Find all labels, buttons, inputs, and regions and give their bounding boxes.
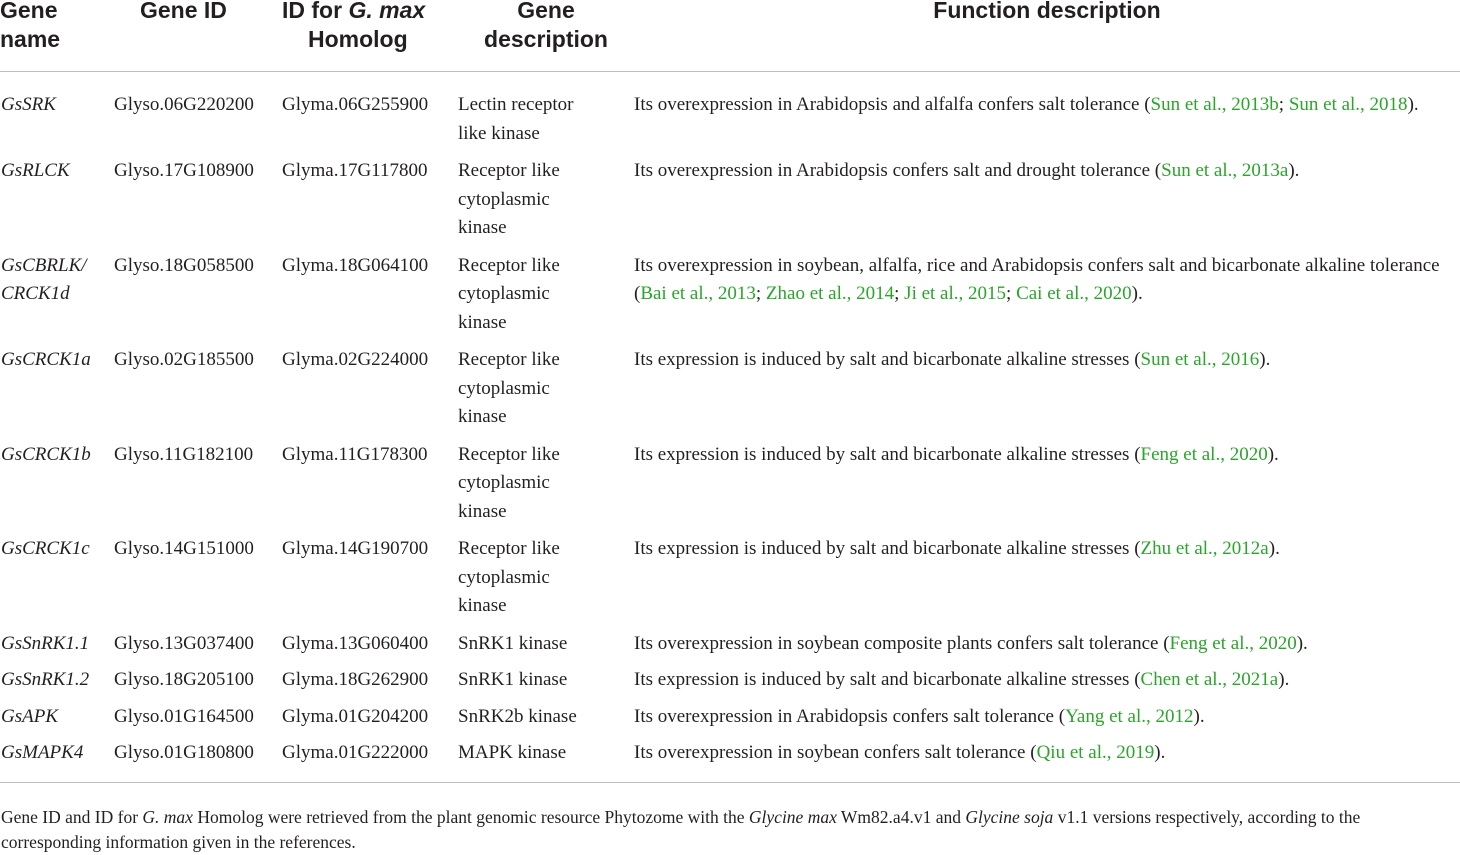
- reference-link[interactable]: Sun et al., 2013b: [1150, 94, 1279, 115]
- cell-gene-id: Glyso.02G185500: [114, 349, 254, 370]
- cell-gmax-homolog-id: Glyma.14G190700: [282, 538, 429, 559]
- cell-gene-description: [458, 441, 634, 536]
- cell-gmax-homolog-id: Glyma.06G255900: [282, 94, 429, 115]
- description-line: Receptor like: [458, 254, 560, 276]
- function-text: Its overexpression in Arabidopsis and alfalfa confers salt tolerance (: [634, 94, 1151, 115]
- cell-gmax-homolog-id: Glyma.01G222000: [280, 739, 458, 782]
- reference-link[interactable]: Bai et al., 2013: [640, 283, 756, 304]
- description-line: kinase: [458, 217, 507, 238]
- cell-gmax-homolog-id: Glyma.18G262900: [282, 669, 429, 690]
- cell-gene-name: GsSnRK1.1: [1, 632, 90, 654]
- table-row: [0, 535, 1460, 630]
- footnote-species: G. max: [142, 807, 193, 827]
- function-text: Its overexpression in Arabidopsis confers salt and drought tolerance (: [634, 160, 1162, 181]
- gene-name-line: GsCBRLK/: [1, 254, 87, 276]
- header-gene-name-line2: name: [0, 26, 61, 52]
- function-text: ;: [1278, 94, 1289, 115]
- function-text: Its expression is induced by salt and bicarbonate alkaline stresses (: [634, 669, 1141, 690]
- reference-link[interactable]: Yang et al., 2012: [1065, 705, 1194, 727]
- table-row: [0, 157, 1460, 252]
- cell-function-description: [634, 666, 1460, 703]
- function-text: ).: [1278, 669, 1290, 690]
- header-gmax-species: G. max: [348, 0, 426, 23]
- description-line: like kinase: [458, 122, 540, 144]
- description-line: cytoplasmic: [458, 377, 550, 399]
- description-line: Receptor like: [458, 538, 560, 559]
- table-row: [0, 346, 1460, 441]
- function-text: Its overexpression in soybean confers salt tolerance (: [634, 742, 1037, 763]
- description-line: kinase: [458, 406, 507, 427]
- cell-function-description: [634, 346, 1460, 441]
- header-gene-id: [112, 0, 280, 72]
- cell-gmax-homolog-id: Glyma.13G060400: [282, 632, 429, 654]
- cell-function-description: [634, 535, 1460, 630]
- description-line: cytoplasmic: [458, 472, 550, 493]
- cell-gene-name: GsRLCK: [1, 160, 70, 181]
- cell-function-description: [634, 739, 1460, 782]
- description-line: cytoplasmic: [458, 566, 550, 588]
- function-text: Its expression is induced by salt and bicarbonate alkaline stresses (: [634, 538, 1141, 559]
- reference-link[interactable]: Qiu et al., 2019: [1036, 742, 1155, 763]
- function-text: ;: [1006, 283, 1017, 304]
- function-text: Its overexpression in soybean composite plants confers salt tolerance (: [634, 632, 1170, 654]
- table-row: [0, 739, 1460, 782]
- reference-link[interactable]: Feng et al., 2020: [1169, 632, 1297, 654]
- function-text: Its expression is induced by salt and bicarbonate alkaline stresses (: [634, 443, 1141, 465]
- header-gmax-line1: [282, 0, 458, 25]
- header-gmax-prefix: ID for: [282, 0, 349, 23]
- cell-function-description: [634, 703, 1460, 740]
- function-text: ).: [1288, 160, 1300, 181]
- footnote-text: Gene ID and ID for: [1, 807, 143, 827]
- cell-function-description: [634, 441, 1460, 536]
- description-line: kinase: [458, 595, 507, 616]
- description-line: SnRK1 kinase: [458, 632, 568, 654]
- footnote-species: Glycine max: [748, 807, 837, 827]
- header-gene-description: [458, 0, 634, 72]
- function-text: ;: [755, 283, 766, 304]
- cell-gene-id: Glyso.18G058500: [114, 254, 254, 276]
- cell-gene-id: Glyso.06G220200: [114, 94, 254, 115]
- description-line: SnRK2b kinase: [458, 705, 577, 727]
- cell-gene-id: Glyso.01G180800: [112, 739, 280, 782]
- cell-gene-name: GsSRK: [1, 94, 56, 115]
- cell-gene-description: [458, 252, 634, 347]
- cell-gene-id: Glyso.13G037400: [114, 632, 254, 654]
- cell-function-description: [634, 252, 1460, 347]
- cell-gene-description: [458, 739, 634, 782]
- description-line: Receptor like: [458, 349, 560, 370]
- gene-name-line: CRCK1d: [1, 283, 70, 304]
- function-text: ).: [1407, 94, 1419, 115]
- cell-gene-description: [458, 630, 634, 667]
- footnote-species: Glycine soja: [965, 807, 1054, 827]
- function-text: ).: [1154, 742, 1166, 763]
- table-body: [0, 72, 1460, 783]
- description-line: kinase: [458, 500, 507, 522]
- description-line: Lectin receptor: [458, 94, 574, 115]
- cell-gene-id: Glyso.14G151000: [114, 538, 254, 559]
- footnote-text: v1.1 versions respectively, according to the corresponding information given in the references.: [1, 807, 1361, 852]
- description-line: kinase: [458, 311, 507, 333]
- cell-gmax-homolog-id: Glyma.11G178300: [282, 443, 428, 465]
- cell-function-description: [634, 630, 1460, 667]
- function-text: ).: [1296, 632, 1308, 654]
- table-row: [0, 666, 1460, 703]
- reference-link[interactable]: Sun et al., 2016: [1140, 349, 1260, 370]
- footnote-text: Wm82.a4.v1 and: [836, 807, 966, 827]
- cell-function-description: [634, 157, 1460, 252]
- header-gene-description-line1: Gene: [517, 0, 575, 23]
- header-gene-id-label: Gene ID: [140, 0, 227, 23]
- header-gene-name: [0, 0, 112, 72]
- cell-function-description: [634, 72, 1460, 158]
- cell-gmax-homolog-id: Glyma.02G224000: [282, 349, 429, 370]
- function-text: ;: [894, 283, 905, 304]
- table-footnote: [1, 805, 1459, 855]
- table-row: [0, 252, 1460, 347]
- function-text: ).: [1193, 705, 1205, 727]
- description-line: MAPK kinase: [458, 742, 567, 763]
- cell-gene-name: GsCRCK1b: [1, 443, 91, 465]
- header-function-description: [634, 0, 1460, 72]
- cell-gene-name: GsSnRK1.2: [1, 669, 90, 690]
- table-row: [0, 72, 1460, 158]
- reference-link[interactable]: Chen et al., 2021a: [1140, 669, 1279, 690]
- header-function-label: Function description: [933, 0, 1161, 23]
- reference-link[interactable]: Sun et al., 2018: [1288, 94, 1408, 115]
- reference-link[interactable]: Ji et al., 2015: [904, 283, 1007, 304]
- function-text: ).: [1259, 349, 1271, 370]
- cell-gene-name: GsMAPK4: [0, 739, 112, 782]
- function-text: ).: [1267, 443, 1279, 465]
- reference-link[interactable]: Zhu et al., 2012a: [1140, 538, 1269, 559]
- function-text: ).: [1131, 283, 1143, 304]
- description-line: SnRK1 kinase: [458, 669, 568, 690]
- footnote-text: Homolog were retrieved from the plant genomic resource Phytozome with the: [192, 807, 749, 827]
- cell-gene-name: [0, 252, 112, 347]
- cell-gene-id: Glyso.01G164500: [114, 705, 254, 727]
- cell-gmax-homolog-id: Glyma.01G204200: [282, 705, 429, 727]
- reference-link[interactable]: Feng et al., 2020: [1140, 443, 1268, 465]
- reference-link[interactable]: Zhao et al., 2014: [765, 283, 895, 304]
- cell-gene-description: [458, 346, 634, 441]
- header-gmax-line2: Homolog: [308, 26, 408, 52]
- function-text: Its expression is induced by salt and bicarbonate alkaline stresses (: [634, 349, 1141, 370]
- table-row: [0, 703, 1460, 740]
- cell-gene-description: [458, 535, 634, 630]
- cell-gmax-homolog-id: Glyma.18G064100: [282, 254, 429, 276]
- cell-gene-description: [458, 157, 634, 252]
- function-text: Its overexpression in Arabidopsis confers salt tolerance (: [634, 705, 1066, 727]
- cell-gene-name: GsCRCK1a: [1, 349, 91, 370]
- header-gmax-homolog: [280, 0, 458, 72]
- header-gene-description-line2: description: [484, 26, 608, 52]
- header-gene-name-line1: Gene: [0, 0, 58, 23]
- cell-gene-id: Glyso.11G182100: [114, 443, 254, 465]
- description-line: Receptor like: [458, 443, 560, 465]
- cell-gene-id: Glyso.17G108900: [114, 160, 254, 181]
- description-line: Receptor like: [458, 160, 560, 181]
- table-row: [0, 441, 1460, 536]
- reference-link[interactable]: Sun et al., 2013a: [1161, 160, 1289, 181]
- table-header: [0, 0, 1460, 72]
- cell-gene-description: [458, 72, 634, 158]
- cell-gmax-homolog-id: Glyma.17G117800: [282, 160, 428, 181]
- description-line: cytoplasmic: [458, 188, 550, 210]
- cell-gene-description: [458, 703, 634, 740]
- function-text: ).: [1268, 538, 1280, 559]
- cell-gene-name: GsAPK: [1, 705, 58, 727]
- cell-gene-id: Glyso.18G205100: [114, 669, 254, 690]
- reference-link[interactable]: Cai et al., 2020: [1016, 283, 1132, 304]
- cell-gene-name: GsCRCK1c: [1, 538, 90, 559]
- description-line: cytoplasmic: [458, 283, 550, 304]
- cell-gene-description: [458, 666, 634, 703]
- table-row: [0, 630, 1460, 667]
- function-text: Its overexpression in soybean, alfalfa, rice and Arabidopsis confers salt and bicarbonate alkaline tolerance (: [634, 254, 1440, 304]
